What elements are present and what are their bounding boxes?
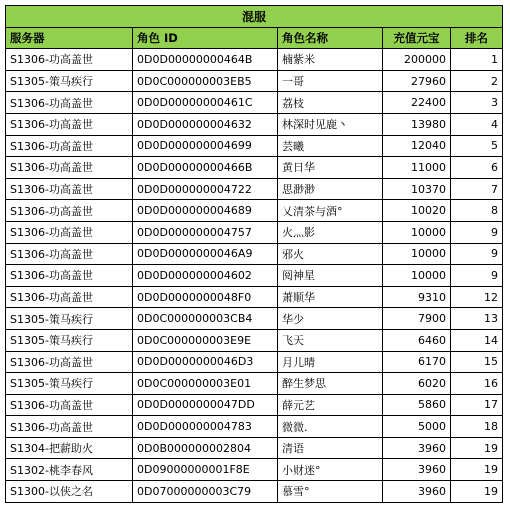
table-row: [6, 92, 503, 114]
cell-server: S1306-功高盖世: [6, 243, 133, 265]
table-row: [6, 351, 503, 373]
cell-role-name: 醉生梦思: [278, 373, 383, 395]
cell-rank: 19: [451, 459, 503, 481]
table-row: [6, 49, 503, 71]
cell-rank: 5: [451, 135, 503, 157]
header-rank: 排名: [451, 27, 503, 49]
cell-recharge: 10020: [383, 200, 451, 222]
table-row: [6, 373, 503, 395]
cell-rank: 2: [451, 70, 503, 92]
table-row: [6, 459, 503, 481]
cell-server: S1306-功高盖世: [6, 178, 133, 200]
cell-recharge: 27960: [383, 70, 451, 92]
table-row: [6, 265, 503, 287]
cell-role-name: 月儿晴: [278, 351, 383, 373]
table-title: 混服: [6, 6, 503, 28]
cell-role-id: 0D0D000000004757: [133, 221, 278, 243]
cell-role-id: 0D0D0000000048F0: [133, 286, 278, 308]
cell-recharge: 11000: [383, 157, 451, 179]
cell-role-id: 0D0C000000003E9E: [133, 329, 278, 351]
header-role-id: 角色 ID: [133, 27, 278, 49]
cell-rank: 8: [451, 200, 503, 222]
cell-server: S1305-策马疾行: [6, 308, 133, 330]
cell-rank: 16: [451, 373, 503, 395]
cell-rank: 3: [451, 92, 503, 114]
cell-role-name: 邪火: [278, 243, 383, 265]
cell-server: S1306-功高盖世: [6, 221, 133, 243]
cell-role-id: 0D0D0000000047DD: [133, 394, 278, 416]
cell-role-name: 荔枝: [278, 92, 383, 114]
cell-server: S1305-策马疾行: [6, 373, 133, 395]
cell-rank: 9: [451, 265, 503, 287]
cell-role-name: 微微.: [278, 416, 383, 438]
header-role-name: 角色名称: [278, 27, 383, 49]
cell-server: S1302-桃李春风: [6, 459, 133, 481]
cell-role-id: 0D0C000000003EB5: [133, 70, 278, 92]
table-row: [6, 437, 503, 459]
table-row: [6, 178, 503, 200]
cell-server: S1306-功高盖世: [6, 351, 133, 373]
cell-server: S1306-功高盖世: [6, 157, 133, 179]
cell-recharge: 6460: [383, 329, 451, 351]
cell-role-name: 慕雪°: [278, 481, 383, 503]
cell-role-id: 0D0D00000000464B: [133, 49, 278, 71]
cell-recharge: 22400: [383, 92, 451, 114]
table-row: [6, 200, 503, 222]
cell-role-name: 思渺渺: [278, 178, 383, 200]
table-row: [6, 286, 503, 308]
cell-server: S1304-把薪助火: [6, 437, 133, 459]
table-row: [6, 308, 503, 330]
table-row: [6, 221, 503, 243]
ranking-table: [5, 5, 503, 503]
cell-recharge: 10370: [383, 178, 451, 200]
cell-rank: 1: [451, 49, 503, 71]
cell-recharge: 6170: [383, 351, 451, 373]
cell-server: S1306-功高盖世: [6, 286, 133, 308]
cell-role-name: 黄日华: [278, 157, 383, 179]
cell-role-name: 萧顺华: [278, 286, 383, 308]
cell-recharge: 3960: [383, 459, 451, 481]
cell-rank: 13: [451, 308, 503, 330]
cell-role-name: 小财迷°: [278, 459, 383, 481]
header-server: 服务器: [6, 27, 133, 49]
cell-rank: 15: [451, 351, 503, 373]
cell-rank: 6: [451, 157, 503, 179]
cell-role-id: 0D0C000000003E01: [133, 373, 278, 395]
cell-role-id: 0D0D000000004632: [133, 113, 278, 135]
cell-role-id: 0D0D00000000466B: [133, 157, 278, 179]
cell-rank: 17: [451, 394, 503, 416]
cell-role-id: 0D09000000001F8E: [133, 459, 278, 481]
cell-role-name: 一哥: [278, 70, 383, 92]
cell-rank: 19: [451, 437, 503, 459]
cell-role-id: 0D0D000000004783: [133, 416, 278, 438]
cell-role-id: 0D0D000000004689: [133, 200, 278, 222]
cell-server: S1306-功高盖世: [6, 135, 133, 157]
cell-role-name: 飞天: [278, 329, 383, 351]
cell-recharge: 13980: [383, 113, 451, 135]
table-body: [6, 49, 503, 502]
title-row: [6, 6, 503, 28]
cell-role-name: 林深时见鹿丶: [278, 113, 383, 135]
cell-rank: 18: [451, 416, 503, 438]
cell-role-id: 0D0D0000000046D3: [133, 351, 278, 373]
cell-role-name: 乂清茶与酒°: [278, 200, 383, 222]
cell-rank: 7: [451, 178, 503, 200]
cell-role-id: 0D0D0000000046A9: [133, 243, 278, 265]
cell-server: S1305-策马疾行: [6, 70, 133, 92]
cell-role-id: 0D0B000000002804: [133, 437, 278, 459]
table-row: [6, 481, 503, 503]
cell-recharge: 3960: [383, 481, 451, 503]
table-row: [6, 157, 503, 179]
cell-rank: 19: [451, 481, 503, 503]
cell-rank: 14: [451, 329, 503, 351]
cell-role-name: 华少: [278, 308, 383, 330]
cell-rank: 4: [451, 113, 503, 135]
table-row: [6, 70, 503, 92]
cell-server: S1300-以侠之名: [6, 481, 133, 503]
table-row: [6, 243, 503, 265]
cell-recharge: 10000: [383, 243, 451, 265]
cell-recharge: 10000: [383, 265, 451, 287]
cell-role-name: 清语: [278, 437, 383, 459]
cell-role-name: 薛元艺: [278, 394, 383, 416]
cell-role-name: 芸曦: [278, 135, 383, 157]
header-row: [6, 27, 503, 49]
cell-recharge: 5000: [383, 416, 451, 438]
cell-server: S1305-策马疾行: [6, 329, 133, 351]
cell-server: S1306-功高盖世: [6, 49, 133, 71]
cell-server: S1306-功高盖世: [6, 265, 133, 287]
cell-role-id: 0D0D000000004699: [133, 135, 278, 157]
cell-server: S1306-功高盖世: [6, 200, 133, 222]
header-recharge: 充值元宝: [383, 27, 451, 49]
cell-role-name: 火灬影: [278, 221, 383, 243]
cell-server: S1306-功高盖世: [6, 92, 133, 114]
cell-role-id: 0D0C000000003CB4: [133, 308, 278, 330]
cell-recharge: 12040: [383, 135, 451, 157]
cell-server: S1306-功高盖世: [6, 113, 133, 135]
cell-recharge: 5860: [383, 394, 451, 416]
cell-server: S1306-功高盖世: [6, 394, 133, 416]
table-row: [6, 135, 503, 157]
table-row: [6, 329, 503, 351]
cell-recharge: 10000: [383, 221, 451, 243]
cell-recharge: 200000: [383, 49, 451, 71]
cell-rank: 9: [451, 221, 503, 243]
cell-role-id: 0D0D000000004722: [133, 178, 278, 200]
cell-role-id: 0D0D00000000461C: [133, 92, 278, 114]
cell-recharge: 9310: [383, 286, 451, 308]
cell-role-name: 楠紫米: [278, 49, 383, 71]
cell-recharge: 6020: [383, 373, 451, 395]
cell-server: S1306-功高盖世: [6, 416, 133, 438]
table-row: [6, 416, 503, 438]
cell-role-id: 0D07000000003C79: [133, 481, 278, 503]
table-row: [6, 113, 503, 135]
cell-role-name: 阅神星: [278, 265, 383, 287]
cell-rank: 12: [451, 286, 503, 308]
table-row: [6, 394, 503, 416]
cell-rank: 9: [451, 243, 503, 265]
cell-recharge: 3960: [383, 437, 451, 459]
cell-recharge: 7900: [383, 308, 451, 330]
cell-role-id: 0D0D000000004602: [133, 265, 278, 287]
